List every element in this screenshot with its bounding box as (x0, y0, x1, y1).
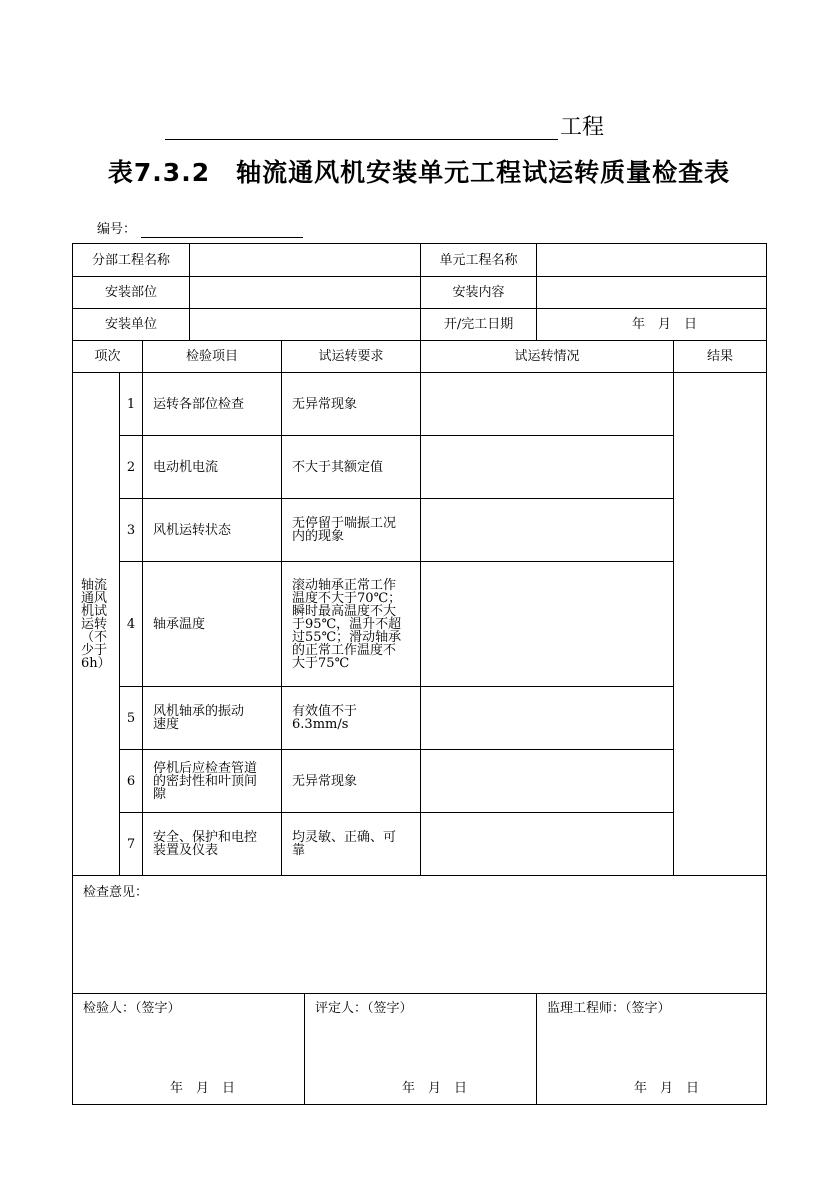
inspection-form-table (72, 243, 767, 1105)
row-number: 1 (120, 373, 143, 436)
col-header-inspection-item: 检验项目 (143, 341, 282, 373)
row-requirement: 不大于其额定值 (282, 436, 421, 499)
start-end-date-label: 开/完工日期 (421, 309, 537, 341)
project-name-blank-line (165, 139, 558, 140)
column-header-row (73, 341, 767, 373)
opinion-row (73, 876, 767, 994)
row-number: 6 (120, 750, 143, 813)
inspection-opinion-cell (73, 876, 767, 994)
install-location-value (190, 277, 421, 309)
row-status-cell (421, 687, 674, 750)
row-inspection-item: 轴承温度 (143, 562, 282, 687)
signature-row (73, 994, 767, 1105)
row-status-cell (421, 562, 674, 687)
row-requirement: 无停留于喘振工况内的现象 (282, 499, 421, 562)
row-inspection-item: 风机轴承的振动 速度 (143, 687, 282, 750)
inspector-signature-label: 检验人：（签字） (83, 1001, 181, 1016)
assessor-signature-box (305, 994, 536, 1104)
row-status-cell (421, 750, 674, 813)
inspector-signature-box (73, 994, 304, 1104)
table-row (73, 499, 767, 562)
document-title: 表7.3.2 轴流通风机安装单元工程试运转质量检查表 (107, 158, 731, 187)
row-requirement: 均灵敏、正确、可靠 (282, 813, 421, 876)
table-row (73, 687, 767, 750)
supervisor-signature-label: 监理工程师：（签字） (547, 1001, 671, 1016)
serial-number-label: 编号： (97, 222, 137, 237)
supervisor-signature-box (537, 994, 766, 1104)
assessor-signature-label: 评定人：（签字） (315, 1001, 413, 1016)
install-content-value (537, 277, 767, 309)
row-inspection-item: 安全、保护和电控装置及仪表 (143, 813, 282, 876)
info-row-installer (73, 309, 767, 341)
row-number: 3 (120, 499, 143, 562)
table-row (73, 813, 767, 876)
table-row (73, 562, 767, 687)
supervisor-signature-date: 年 月 日 (634, 1081, 700, 1096)
group-label: 轴流通风机试运转（不少于6h） (73, 373, 120, 876)
install-content-label: 安装内容 (421, 277, 537, 309)
row-requirement: 滚动轴承正常工作温度不大于70℃；瞬时最高温度不大于95℃，温升不超过55℃；滑动轴承的正常工作温度不大于75℃ (282, 562, 421, 687)
info-row-location (73, 277, 767, 309)
assessor-signature-date: 年 月 日 (402, 1081, 468, 1096)
installer-value (190, 309, 421, 341)
table-row (73, 750, 767, 813)
row-status-cell (421, 499, 674, 562)
row-inspection-item: 停机后应检查管道的密封性和叶顶间隙 (143, 750, 282, 813)
table-row (73, 373, 767, 436)
col-header-result: 结果 (674, 341, 767, 373)
result-cell (674, 373, 767, 876)
row-number: 5 (120, 687, 143, 750)
division-name-value (190, 244, 421, 277)
row-number: 2 (120, 436, 143, 499)
row-status-cell (421, 813, 674, 876)
assessor-signature-cell (305, 994, 537, 1105)
install-location-label: 安装部位 (73, 277, 190, 309)
row-status-cell (421, 436, 674, 499)
col-header-status: 试运转情况 (421, 341, 674, 373)
serial-number-blank-line (141, 237, 303, 238)
supervisor-signature-cell (537, 994, 767, 1105)
inspector-signature-cell (73, 994, 305, 1105)
project-suffix: 工程 (560, 115, 605, 140)
row-requirement: 无异常现象 (282, 373, 421, 436)
start-end-date-value: 年 月 日 (537, 309, 767, 341)
row-number: 4 (120, 562, 143, 687)
row-number: 7 (120, 813, 143, 876)
col-header-requirement: 试运转要求 (282, 341, 421, 373)
row-inspection-item: 运转各部位检查 (143, 373, 282, 436)
row-inspection-item: 风机运转状态 (143, 499, 282, 562)
row-status-cell (421, 373, 674, 436)
installer-label: 安装单位 (73, 309, 190, 341)
unit-name-label: 单元工程名称 (421, 244, 537, 277)
division-name-label: 分部工程名称 (73, 244, 190, 277)
inspection-opinion-label: 检查意见： (83, 885, 149, 900)
inspector-signature-date: 年 月 日 (170, 1081, 236, 1096)
row-requirement: 无异常现象 (282, 750, 421, 813)
col-header-item-no: 项次 (73, 341, 143, 373)
unit-name-value (537, 244, 767, 277)
row-requirement: 有效值不于6.3mm/s (282, 687, 421, 750)
table-row (73, 436, 767, 499)
row-inspection-item: 电动机电流 (143, 436, 282, 499)
info-row-division (73, 244, 767, 277)
